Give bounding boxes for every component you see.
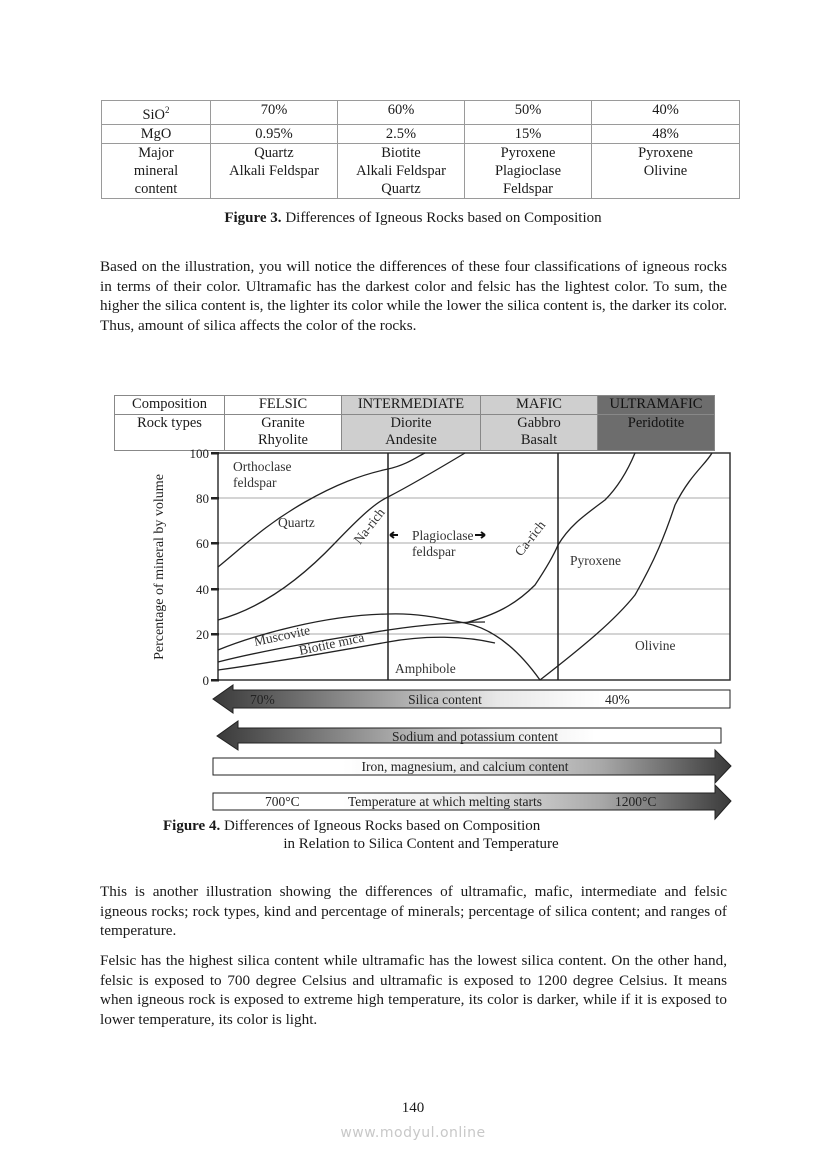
row-label-sio2: SiO$^2$: [102, 101, 211, 125]
figure3-caption: [0, 209, 826, 227]
figure3-table: [101, 100, 740, 199]
caption-label: Figure 3.: [224, 210, 282, 226]
y-axis-label: Percentage of mineral by volume: [152, 474, 167, 660]
mineral: Feldspar: [503, 180, 553, 197]
row-label-mgo: MgO: [102, 124, 211, 143]
rock: Granite: [261, 414, 305, 431]
arrow-left-icon: [390, 532, 398, 538]
paragraph-2: This is another illustration showing the differences of ultramafic, mafic, intermediate and felsic igneous rocks; rock types, kind and percentage of minerals; percentage of silica content; and ranges of temperature.: [100, 883, 727, 939]
y-tick-80: 80: [196, 491, 209, 506]
label-muscovite: Muscovite: [252, 622, 312, 649]
label-amphibole: Amphibole: [395, 661, 456, 676]
table-cell: 15%: [465, 124, 592, 143]
caption-label: Figure 4.: [163, 818, 221, 834]
mineral: Alkali Feldspar: [229, 162, 319, 179]
page-number: 140: [401, 1100, 425, 1116]
table-cell: 0.95%: [211, 124, 338, 143]
label-plagioclase: Plagioclase: [412, 528, 474, 543]
table-cell: [465, 143, 592, 198]
rock: Andesite: [385, 432, 437, 448]
sodium-potassium-arrow: [217, 721, 721, 750]
y-tick-20: 20: [196, 627, 209, 642]
rock: Diorite: [390, 414, 432, 431]
label-biotite: Biotite mica: [297, 629, 366, 658]
iron-magnesium-calcium-arrow: [213, 750, 731, 783]
composition-mafic: MAFIC: [481, 396, 598, 415]
label-quartz: Quartz: [278, 515, 315, 530]
figure4-caption-line2: in Relation to Silica Content and Temperature: [283, 836, 559, 852]
mineral-composition-chart: [145, 445, 745, 825]
figure4-table: [114, 395, 715, 451]
silica-label: Silica content: [408, 692, 482, 707]
label-na-rich: Na-rich: [350, 505, 388, 547]
caption-line-1: Differences of Igneous Rocks based on Composition: [220, 818, 541, 834]
composition-label: Composition: [115, 396, 225, 415]
mineral: Pyroxene: [638, 144, 693, 161]
temp-left-value: 700°C: [265, 794, 300, 809]
mineral: Alkali Feldspar: [356, 162, 446, 179]
iron-label: Iron, magnesium, and calcium content: [361, 759, 569, 774]
label-pyroxene: Pyroxene: [570, 553, 621, 568]
mineral: Quartz: [254, 144, 294, 161]
label-line: Major: [138, 144, 174, 161]
rock: Peridotite: [627, 414, 685, 431]
rock: Basalt: [520, 432, 558, 448]
watermark: www.modyul.online: [340, 1125, 486, 1141]
mineral: Pyroxene: [500, 144, 556, 161]
table-cell: 2.5%: [338, 124, 465, 143]
region-labels: [233, 459, 676, 676]
temp-label: Temperature at which melting starts: [348, 794, 542, 809]
label-line: content: [134, 180, 178, 197]
silica-left-value: 70%: [250, 692, 275, 707]
paragraph-3: Felsic has the highest silica content while ultramafic has the lowest silica content. On the other hand, felsic is exposed to 700 degree Celsius and ultramafic is exposed to 1200 degree Celsius. It means when igneous rock is exposed to extreme high temperature, its color is darker, while if it is exposed to lower temperature, its color is light.: [100, 952, 727, 1028]
table-cell: [338, 143, 465, 198]
table-cell: 70%: [211, 101, 338, 125]
table-row: [115, 396, 715, 415]
table-cell: 40%: [592, 101, 740, 125]
row-label-major-mineral: [102, 143, 211, 198]
y-tick-0: 0: [202, 673, 209, 688]
y-axis: [190, 446, 220, 688]
label-olivine: Olivine: [635, 638, 676, 653]
rock: Gabbro: [517, 414, 561, 431]
silica-right-value: 40%: [605, 692, 630, 707]
rock: Rhyolite: [258, 432, 308, 448]
label-orthoclase: Orthoclase: [233, 459, 292, 474]
label-line: mineral: [133, 162, 179, 179]
composition-felsic: FELSIC: [225, 396, 342, 415]
mineral: Biotite: [381, 144, 421, 161]
arrow-right-icon: [475, 532, 485, 538]
table-cell: 60%: [338, 101, 465, 125]
table-row: [102, 143, 740, 198]
table-cell: [592, 143, 740, 198]
label-orthoclase-2: feldspar: [233, 475, 277, 490]
label-ca-rich: Ca-rich: [511, 517, 549, 559]
melting-temperature-arrow: [213, 785, 731, 819]
mineral: Quartz: [381, 180, 421, 197]
sodium-label: Sodium and potassium content: [391, 729, 559, 744]
table-cell: 50%: [465, 101, 592, 125]
label-plagioclase-2: feldspar: [412, 544, 456, 559]
composition-intermediate: INTERMEDIATE: [342, 396, 481, 415]
silica-content-arrow: [213, 685, 730, 713]
mineral: Olivine: [643, 162, 688, 179]
table-row: [102, 124, 740, 143]
composition-ultramafic: ULTRAMAFIC: [598, 396, 715, 415]
y-tick-60: 60: [196, 536, 209, 551]
y-tick-100: 100: [189, 446, 209, 461]
caption-text: Differences of Igneous Rocks based on Composition: [281, 210, 602, 226]
y-tick-40: 40: [196, 582, 209, 597]
table-cell: [211, 143, 338, 198]
table-row: [102, 101, 740, 125]
temp-right-value: 1200°C: [615, 794, 657, 809]
figure4-caption: [0, 817, 826, 835]
mineral: Plagioclase: [494, 162, 562, 179]
paragraph-1: Based on the illustration, you will notice the differences of these four classifications of igneous rocks in terms of their color. Ultramafic has the darkest color and felsic has the lightest color. To sum, the higher the silica content is, the lighter its color while the lower the silica content is, the darker its color. Thus, amount of silica affects the color of the rocks.: [100, 258, 727, 334]
rock-types-label: Rock types: [115, 414, 225, 450]
table-cell: 48%: [592, 124, 740, 143]
